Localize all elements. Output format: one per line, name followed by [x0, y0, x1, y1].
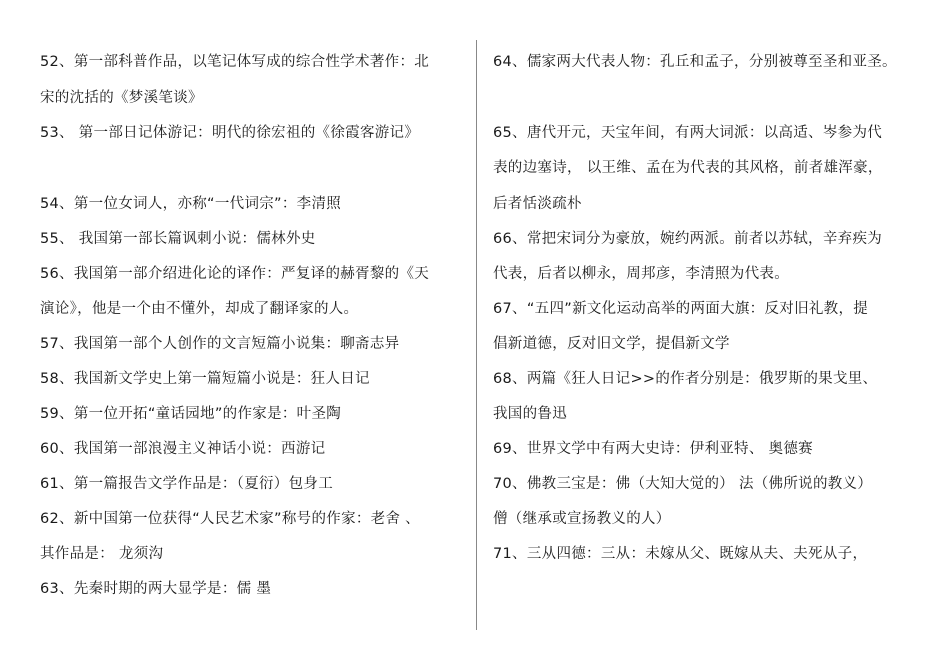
- text-line: 其作品是： 龙须沟: [40, 546, 164, 562]
- text-line: 59、第一位开拓“童话园地”的作家是：叶圣陶: [40, 406, 342, 422]
- column-divider: [476, 40, 477, 630]
- text-line: 后者恬淡疏朴: [493, 196, 582, 212]
- text-line: 62、新中国第一位获得“人民艺术家”称号的作家：老舍 、: [40, 511, 420, 527]
- text-line: 68、两篇《狂人日记>>的作者分别是：俄罗斯的果戈里、: [493, 371, 878, 387]
- text-line: 僧（继承或宣扬教义的人）: [493, 511, 671, 527]
- text-line: 55、 我国第一部长篇讽刺小说：儒林外史: [40, 231, 316, 247]
- text-line: 52、第一部科普作品，以笔记体写成的综合性学术著作：北: [40, 54, 430, 70]
- text-line: 69、世界文学中有两大史诗：伊利亚特、 奥德赛: [493, 441, 813, 457]
- text-line: 56、我国第一部介绍进化论的译作：严复译的赫胥黎的《天: [40, 266, 430, 282]
- text-line: 67、“五四”新文化运动高举的两面大旗：反对旧礼教，提: [493, 301, 869, 317]
- text-line: 58、我国新文学史上第一篇短篇小说是：狂人日记: [40, 371, 370, 387]
- text-line: 60、我国第一部浪漫主义神话小说：西游记: [40, 441, 326, 457]
- text-line: 63、先秦时期的两大显学是：儒 墨: [40, 581, 272, 597]
- text-line: 57、我国第一部个人创作的文言短篇小说集：聊斋志异: [40, 336, 400, 352]
- text-line: 64、儒家两大代表人物：孔丘和孟子，分别被尊至圣和亚圣。: [493, 54, 897, 70]
- text-line: 宋的沈括的《梦溪笔谈》: [40, 90, 203, 106]
- text-line: 65、唐代开元，天宝年间，有两大词派：以高适、岑参为代: [493, 125, 883, 141]
- text-line: 61、第一篇报告文学作品是：（夏衍）包身工: [40, 476, 333, 492]
- text-line: 倡新道德，反对旧文学，提倡新文学: [493, 336, 730, 352]
- text-line: 表的边塞诗， 以王维、孟在为代表的其风格，前者雄浑豪，: [493, 160, 883, 176]
- text-line: 54、第一位女词人，亦称“一代词宗”：李清照: [40, 196, 342, 212]
- text-line: 代表，后者以柳永，周邦彦，李清照为代表。: [493, 266, 789, 282]
- text-line: 70、佛教三宝是：佛（大知大觉的） 法（佛所说的教义）: [493, 476, 873, 492]
- text-line: 演论》，他是一个由不懂外，却成了翻译家的人。: [40, 301, 359, 317]
- text-line: 53、 第一部日记体游记：明代的徐宏祖的《徐霞客游记》: [40, 125, 420, 141]
- text-line: 71、三从四德：三从：未嫁从父、既嫁从夫、夫死从子，: [493, 546, 868, 562]
- text-line: 66、常把宋词分为豪放，婉约两派。前者以苏轼，辛弃疾为: [493, 231, 883, 247]
- text-line: 我国的鲁迅: [493, 406, 567, 422]
